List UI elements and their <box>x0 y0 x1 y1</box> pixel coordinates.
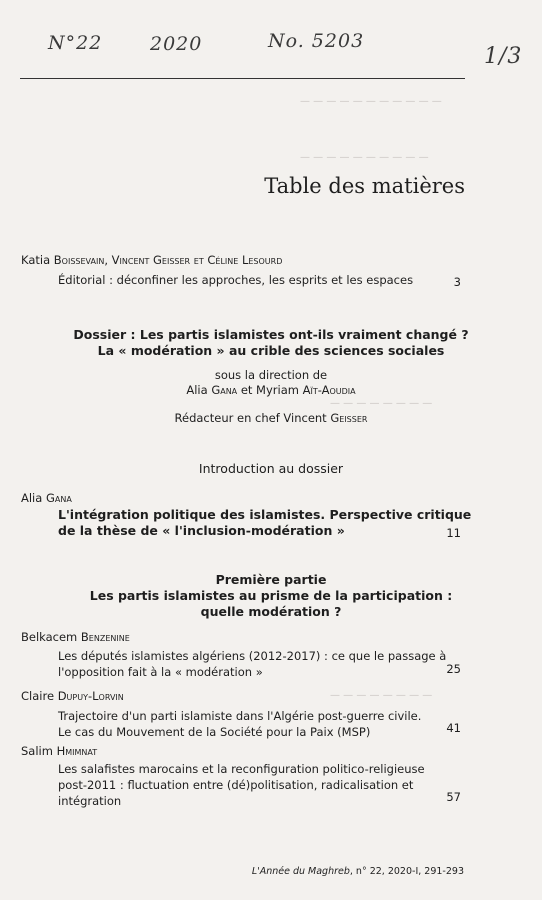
article-author-last: Dupuy-Lorvin <box>57 689 124 703</box>
article-author-last: Hmimnat <box>56 744 98 758</box>
intro-title-line-1[interactable]: L'intégration politique des islamistes. Perspective critique <box>58 507 472 522</box>
director-joiner: et Myriam <box>240 383 299 397</box>
editorial-page: 3 <box>453 275 461 289</box>
editor-label: Rédacteur en chef Vincent <box>174 411 327 425</box>
handwritten-number: No. 5203 <box>268 30 365 52</box>
article-page: 41 <box>446 721 461 735</box>
article-author <box>21 743 97 759</box>
director-first: Alia <box>186 383 208 397</box>
editor-last: Geisser <box>330 411 368 425</box>
intro-author-last: Gana <box>45 491 72 505</box>
dossier-title: Dossier : Les partis islamistes ont-ils vraiment changé ? <box>73 327 469 342</box>
director-last-2: Aït-Aoudia <box>302 383 356 397</box>
journal-name: L'Année du Maghreb <box>251 866 350 877</box>
handwritten-fraction: 1/3 <box>484 44 523 69</box>
header-rule <box>20 78 465 79</box>
article-page: 25 <box>446 662 461 676</box>
article-author-first: Belkacem <box>21 630 78 644</box>
article-author-last: Benzenine <box>80 630 130 644</box>
show-through-text: — — — — — — — — <box>330 398 433 409</box>
dossier-subtitle: La « modération » au crible des sciences sociales <box>97 343 445 358</box>
article-page: 57 <box>446 790 461 804</box>
journal-footer <box>252 866 464 877</box>
intro-author-first: Alia <box>21 491 43 505</box>
part-title-line-2: quelle modération ? <box>200 604 342 619</box>
show-through-text: — — — — — — — — — — — <box>300 96 442 107</box>
article-title-line[interactable]: l'opposition fait à la « modération » <box>58 665 263 679</box>
intro-title-line-2[interactable]: de la thèse de « l'inclusion-modération » <box>58 523 345 538</box>
dossier-direction-label: sous la direction de <box>214 368 328 382</box>
article-title-line[interactable]: Trajectoire d'un parti islamiste dans l'Algérie post-guerre civile. <box>58 709 422 723</box>
part-label: Première partie <box>215 572 327 587</box>
article-title-line[interactable]: Le cas du Mouvement de la Société pour la Paix (MSP) <box>58 725 371 739</box>
editorial-author-rest: Boissevain, Vincent Geisser et Céline Lesourd <box>53 253 283 267</box>
editorial-authors <box>21 252 282 268</box>
intro-page: 11 <box>446 526 461 540</box>
handwritten-year: 2020 <box>150 33 203 55</box>
article-title-line[interactable]: Les salafistes marocains et la reconfiguration politico-religieuse <box>58 762 425 776</box>
intro-author <box>21 490 72 506</box>
show-through-text: — — — — — — — — <box>330 690 433 701</box>
article-title-line[interactable]: intégration <box>58 794 122 808</box>
dossier-directors <box>0 382 542 398</box>
article-author-first: Salim <box>21 744 53 758</box>
director-last: Gana <box>211 383 238 397</box>
article-author <box>21 629 130 645</box>
show-through-text: — — — — — — — — — — <box>300 152 429 163</box>
editorial-title[interactable]: Éditorial : déconfiner les approches, les esprits et les espaces <box>58 273 414 287</box>
article-title-line[interactable]: post-2011 : fluctuation entre (dé)politisation, radicalisation et <box>58 778 414 792</box>
editor-in-chief <box>0 410 542 426</box>
editorial-author-first: Katia <box>21 253 51 267</box>
intro-heading: Introduction au dossier <box>198 461 344 476</box>
part-title-line-1: Les partis islamistes au prisme de la participation : <box>89 588 453 603</box>
page-title: Table des matières <box>264 174 465 198</box>
article-title-line[interactable]: Les députés islamistes algériens (2012-2017) : ce que le passage à <box>58 649 447 663</box>
article-author <box>21 688 124 704</box>
article-author-first: Claire <box>21 689 55 703</box>
journal-ref: , n° 22, 2020-I, 291-293 <box>349 866 464 877</box>
handwritten-issue: N°22 <box>48 32 103 54</box>
